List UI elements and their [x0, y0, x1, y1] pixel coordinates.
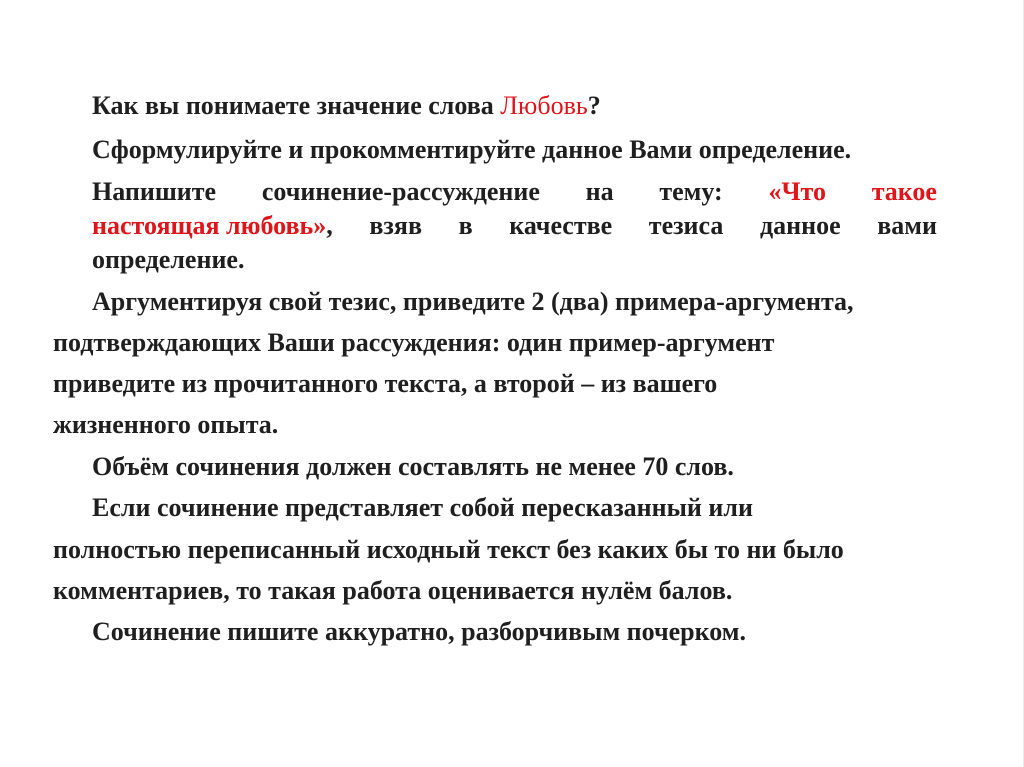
- question-mark: ?: [587, 91, 601, 120]
- argument-line-4: жизненного опыта.: [53, 410, 279, 439]
- task-word: Напишите: [92, 177, 217, 206]
- formulate-instruction: Сформулируйте и прокомментируйте данное Вами определение.: [92, 135, 852, 164]
- topic-title-text: настоящая любовь»: [92, 211, 327, 240]
- topic-title-word: «Что: [768, 177, 826, 206]
- task-line-1: [92, 176, 937, 208]
- argument-line-3: приведите из прочитанного текста, а второй – из вашего: [53, 369, 718, 398]
- question-meaning-text: Как вы понимаете значение слова: [92, 91, 501, 120]
- volume-requirement: Объём сочинения должен составлять не менее 70 слов.: [92, 452, 734, 481]
- task-line-3: определение.: [92, 245, 245, 274]
- task-word: тезиса: [648, 211, 724, 240]
- task-word: вами: [877, 211, 937, 240]
- task-word: на: [585, 177, 614, 206]
- neatness-instruction: Сочинение пишите аккуратно, разборчивым почерком.: [92, 617, 746, 646]
- highlight-word-love: Любовь: [500, 91, 588, 120]
- task-word: в: [458, 211, 473, 240]
- question-meaning-line: [92, 90, 601, 122]
- argument-line-2: подтверждающих Ваши рассуждения: один пример-аргумент: [53, 328, 775, 357]
- task-word: качестве: [509, 211, 613, 240]
- task-word: сочинение-рассуждение: [261, 177, 540, 206]
- task-word: взяв: [369, 211, 422, 240]
- retelling-line-1: Если сочинение представляет собой пересказанный или: [92, 493, 753, 522]
- topic-comma: ,: [326, 211, 333, 240]
- task-word: данное: [760, 211, 841, 240]
- retelling-line-3: комментариев, то такая работа оценивается нулём балов.: [53, 576, 733, 605]
- task-word: тему:: [659, 177, 723, 206]
- topic-title-end: [92, 210, 333, 242]
- task-line-2: [92, 210, 937, 242]
- argument-line-1: Аргументируя свой тезис, приведите 2 (два) примера-аргумента,: [92, 287, 854, 316]
- retelling-line-2: полностью переписанный исходный текст без каких бы то ни было: [53, 535, 844, 564]
- topic-title-word: такое: [871, 177, 937, 206]
